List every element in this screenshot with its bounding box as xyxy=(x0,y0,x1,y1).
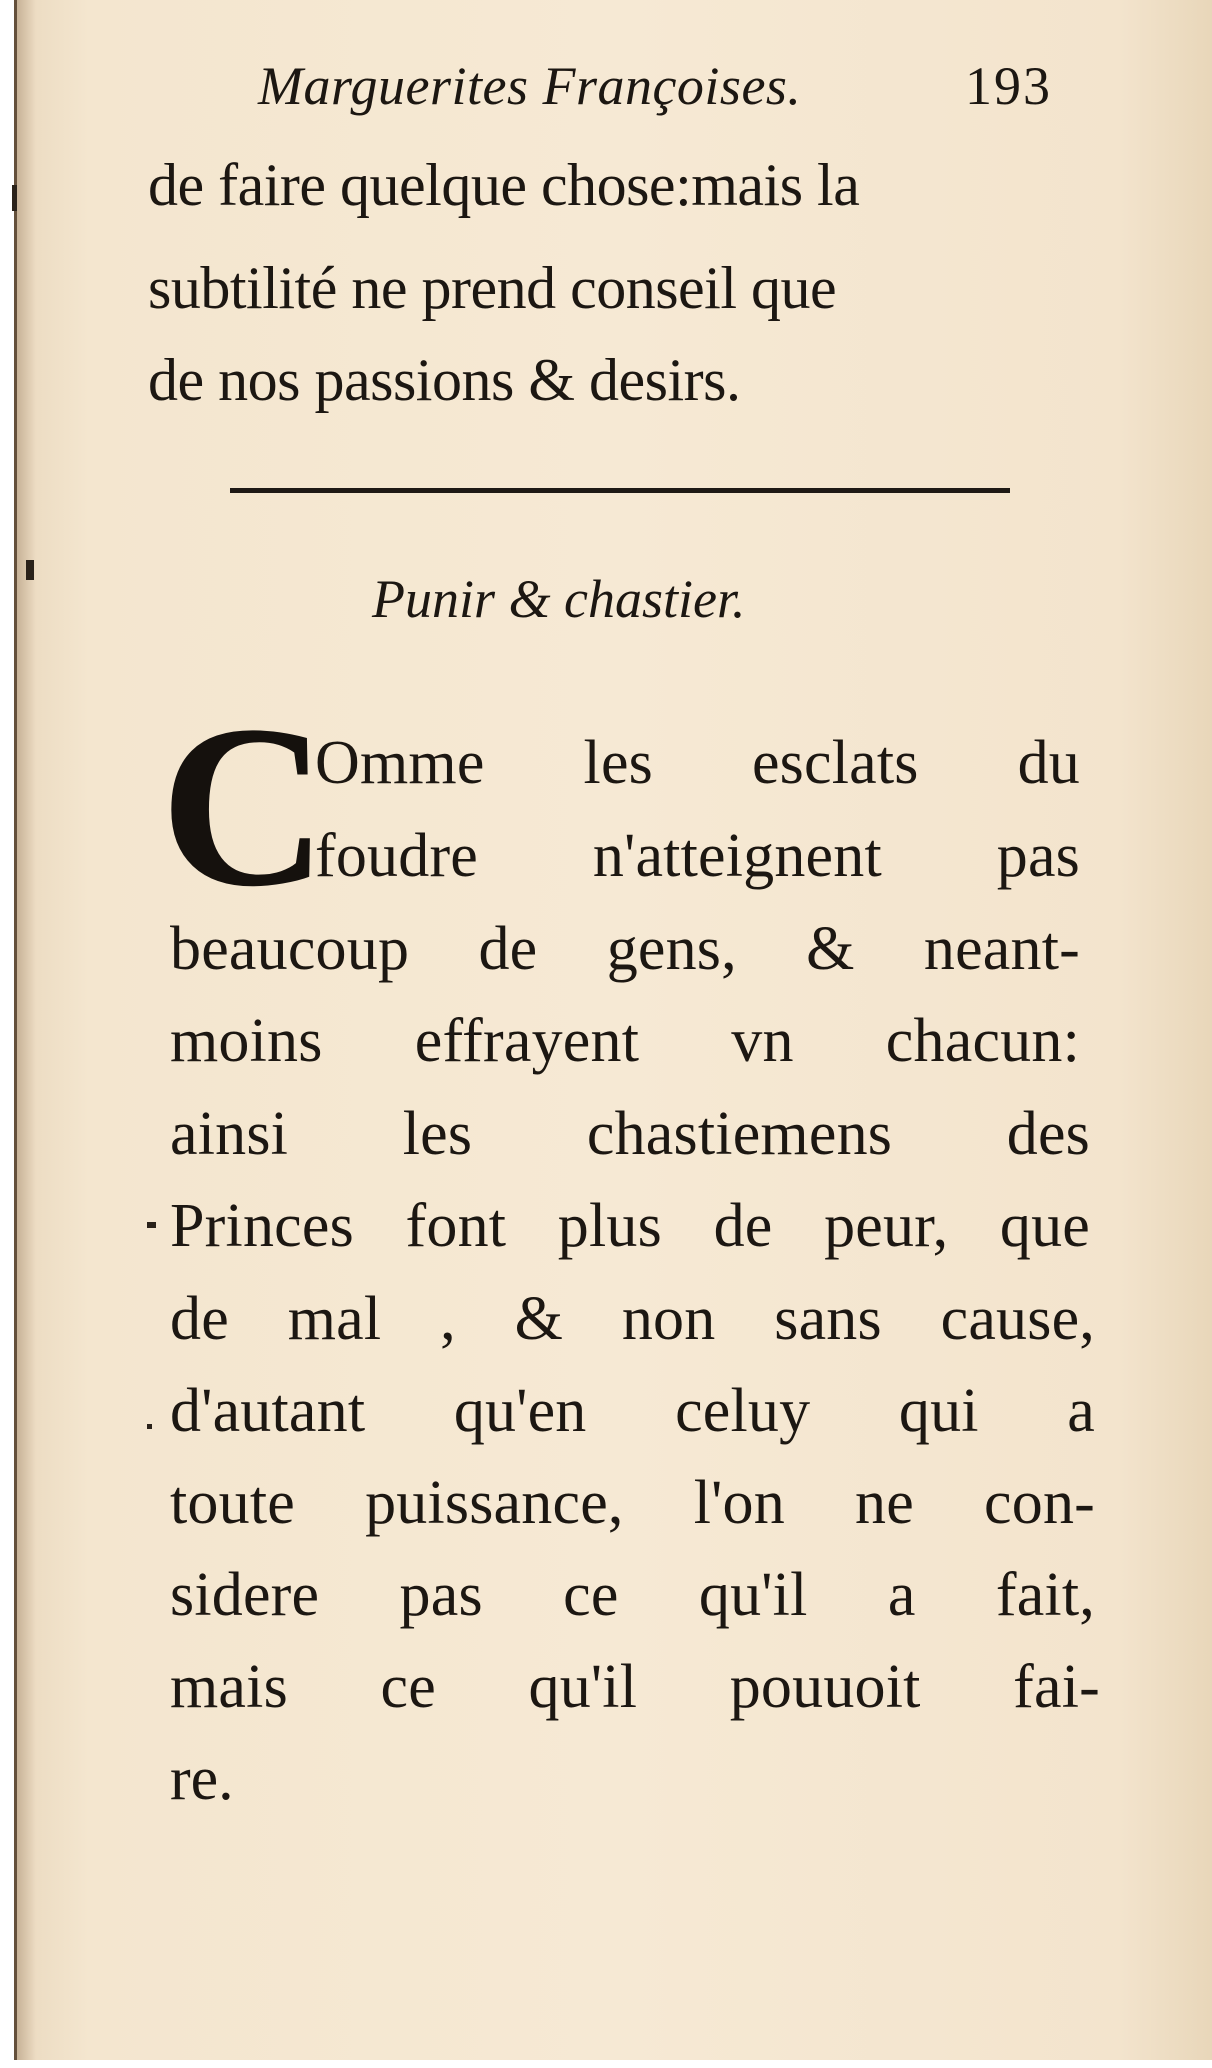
body-line: moins effrayent vn chacun: xyxy=(170,1007,1080,1075)
margin-mark xyxy=(26,560,34,580)
drop-cap: C xyxy=(160,678,328,935)
body-line: toute puissance, l'on ne con- xyxy=(170,1469,1095,1537)
margin-mark xyxy=(147,1222,156,1228)
body-line: foudre n'atteignent pas xyxy=(315,822,1080,890)
section-title: Punir & chastier. xyxy=(372,569,746,629)
body-line: Princes font plus de peur, que xyxy=(170,1192,1090,1260)
section-divider xyxy=(230,488,1010,493)
page-number: 193 xyxy=(965,56,1052,116)
body-line: ainsi les chastiemens des xyxy=(170,1100,1090,1168)
body-line: Omme les esclats du xyxy=(315,729,1080,797)
continuation-line: de faire quelque chose:mais la xyxy=(148,152,860,218)
body-line: re. xyxy=(170,1745,234,1813)
body-line: beaucoup de gens, & neant- xyxy=(170,915,1080,983)
body-line: d'autant qu'en celuy qui a xyxy=(170,1377,1095,1445)
margin-mark xyxy=(147,1424,152,1429)
continuation-line: subtilité ne prend conseil que xyxy=(148,255,837,321)
continuation-line: de nos passions & desirs. xyxy=(148,347,741,413)
margin-mark xyxy=(12,185,17,211)
spine-shadow xyxy=(14,0,36,2060)
body-line: sidere pas ce qu'il a fait, xyxy=(170,1561,1095,1629)
running-header: Marguerites Françoises. xyxy=(258,56,802,116)
body-line: mais ce qu'il pouuoit fai- xyxy=(170,1653,1100,1721)
body-line: de mal , & non sans cause, xyxy=(170,1285,1095,1353)
